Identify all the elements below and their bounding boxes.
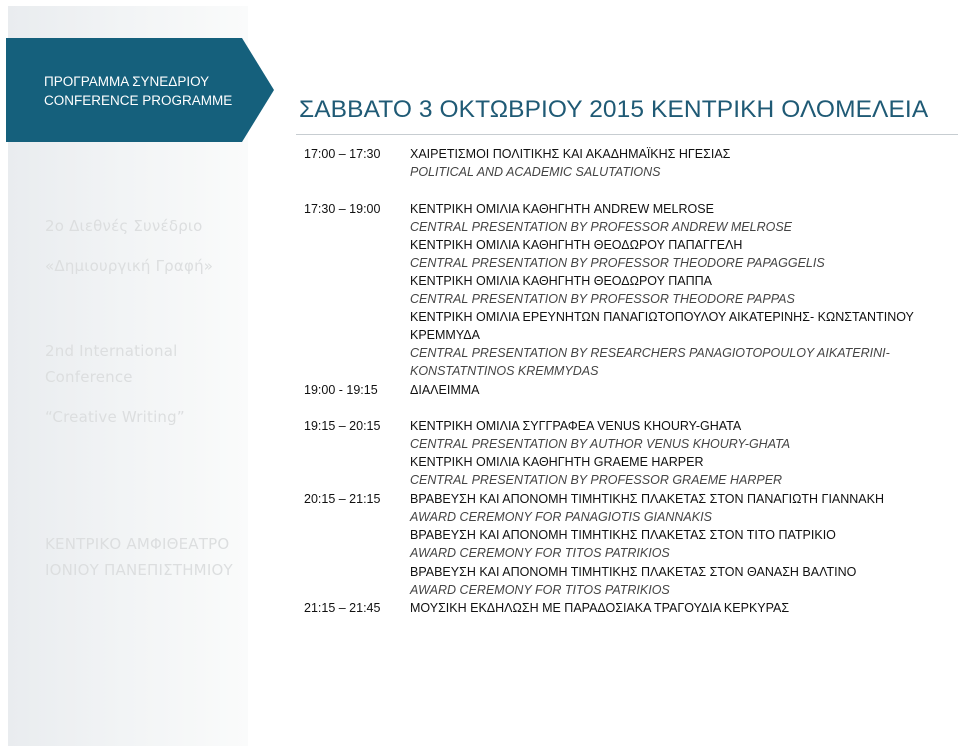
venue-line-1: ΚΕΝΤΡΙΚΟ ΑΜΦΙΘΕΑΤΡΟ xyxy=(45,535,230,553)
conference-title-greek xyxy=(45,213,213,279)
agenda-item: ΚΕΝΤΡΙΚΗ ΟΜΙΛΙΑ ΕΡΕΥΝΗΤΩΝ ΠΑΝΑΓΙΩΤΟΠΟΥΛΟΥ ΑΙΚΑΤΕΡΙΝΗΣ- ΚΩΝΣΤΑΝΤΙΝΟΥ xyxy=(410,310,914,324)
agenda-item: ΒΡΑΒΕΥΣΗ ΚΑΙ ΑΠΟΝΟΜΗ ΤΙΜΗΤΙΚΗΣ ΠΛΑΚΕΤΑΣ ΣΤΟΝ ΠΑΝΑΓΙΩΤΗ ΓΙΑΝΝΑΚΗ xyxy=(410,492,885,506)
agenda-item: ΒΡΑΒΕΥΣΗ ΚΑΙ ΑΠΟΝΟΜΗ ΤΙΜΗΤΙΚΗΣ ΠΛΑΚΕΤΑΣ ΣΤΟΝ ΤΙΤΟ ΠΑΤΡΙΚΙΟ xyxy=(410,528,836,542)
agenda-item: ΚΡΕΜΜΥΔΑ xyxy=(410,328,480,342)
agenda-item: CENTRAL PRESENTATION BY PROFESSOR THEODORE PAPAGGELIS xyxy=(410,256,825,270)
conference-edition-greek: 2ο Διεθνές Συνέδριο xyxy=(45,217,203,235)
agenda-item: ΧΑΙΡΕΤΙΣΜΟΙ ΠΟΛΙΤΙΚΗΣ ΚΑΙ ΑΚΑΔΗΜΑΪΚΗΣ ΗΓΕΣΙΑΣ xyxy=(410,147,731,161)
agenda-item: KONSTATNTINOS KREMMYDAS xyxy=(410,364,599,378)
agenda-item: ΚΕΝΤΡΙΚΗ ΟΜΙΛΙΑ ΚΑΘΗΓΗΤΗ GRAEME HARPER xyxy=(410,455,704,469)
agenda-item: ΚΕΝΤΡΙΚΗ ΟΜΙΛΙΑ ΚΑΘΗΓΗΤΗ ANDREW MELROSE xyxy=(410,202,714,216)
agenda-item: CENTRAL PRESENTATION BY RESEARCHERS PANAGIOTOPOULOY AIKATERINI- xyxy=(410,346,890,360)
agenda-item: CENTRAL PRESENTATION BY PROFESSOR THEODORE PAPPAS xyxy=(410,292,795,306)
conference-theme-english: “Creative Writing” xyxy=(45,408,185,426)
time-slot: 19:15 – 20:15 xyxy=(304,419,381,433)
time-slot: 17:30 – 19:00 xyxy=(304,202,381,216)
agenda-item: POLITICAL AND ACADEMIC SALUTATIONS xyxy=(410,165,661,179)
conference-title-english xyxy=(45,338,177,390)
agenda-item: CENTRAL PRESENTATION BY PROFESSOR ANDREW MELROSE xyxy=(410,220,793,234)
time-slot: 21:15 – 21:45 xyxy=(304,601,381,615)
agenda-item: ΔΙΑΛΕΙΜΜΑ xyxy=(410,383,480,397)
banner-title-greek: ΠΡΟΓΡΑΜΜΑ ΣΥΝΕΔΡΙΟΥ xyxy=(44,74,210,89)
conference-label-english: Conference xyxy=(45,368,133,386)
venue-line-2: ΙΟΝΙΟΥ ΠΑΝΕΠΙΣΤΗΜΙΟΥ xyxy=(45,561,233,579)
agenda-item: ΒΡΑΒΕΥΣΗ ΚΑΙ ΑΠΟΝΟΜΗ ΤΙΜΗΤΙΚΗΣ ΠΛΑΚΕΤΑΣ ΣΤΟΝ ΘΑΝΑΣΗ ΒΑΛΤΙΝΟ xyxy=(410,565,857,579)
agenda-item: ΚΕΝΤΡΙΚΗ ΟΜΙΛΙΑ ΣΥΓΓΡΑΦΕΑ VENUS KHOURY-GHATA xyxy=(410,419,742,433)
banner-title-english: CONFERENCE PROGRAMME xyxy=(44,93,233,108)
time-slot: 20:15 – 21:15 xyxy=(304,492,381,506)
conference-edition-english: 2nd International xyxy=(45,342,178,360)
banner-text xyxy=(44,72,232,110)
time-slot: 19:00 - 19:15 xyxy=(304,383,378,397)
agenda-item: CENTRAL PRESENTATION BY PROFESSOR GRAEME HARPER xyxy=(410,473,783,487)
agenda-item: ΜΟΥΣΙΚΗ ΕΚΔΗΛΩΣΗ ΜΕ ΠΑΡΑΔΟΣΙΑΚΑ ΤΡΑΓΟΥΔΙΑ ΚΕΡΚΥΡΑΣ xyxy=(410,601,790,615)
agenda-item: ΚΕΝΤΡΙΚΗ ΟΜΙΛΙΑ ΚΑΘΗΓΗΤΗ ΘΕΟΔΩΡΟΥ ΠΑΠΠΑ xyxy=(410,274,712,288)
page-title: ΣΑΒΒΑΤΟ 3 ΟΚΤΩΒΡΙΟΥ 2015 ΚΕΝΤΡΙΚΗ ΟΛΟΜΕΛΕΙΑ xyxy=(299,96,929,123)
banner-arrow xyxy=(242,38,274,142)
agenda-item: AWARD CEREMONY FOR PANAGIOTIS GIANNAKIS xyxy=(410,510,712,524)
agenda-item: AWARD CEREMONY FOR TITOS PATRIKIOS xyxy=(410,546,670,560)
conference-theme-greek: «Δημιουργική Γραφή» xyxy=(45,257,214,275)
title-divider xyxy=(296,134,958,135)
agenda-item: ΚΕΝΤΡΙΚΗ ΟΜΙΛΙΑ ΚΑΘΗΓΗΤΗ ΘΕΟΔΩΡΟΥ ΠΑΠΑΓΓΕΛΗ xyxy=(410,238,743,252)
agenda-item: CENTRAL PRESENTATION BY AUTHOR VENUS KHOURY-GHATA xyxy=(410,437,791,451)
time-slot: 17:00 – 17:30 xyxy=(304,147,381,161)
agenda-item: AWARD CEREMONY FOR TITOS PATRIKIOS xyxy=(410,583,670,597)
venue-text xyxy=(45,531,233,583)
